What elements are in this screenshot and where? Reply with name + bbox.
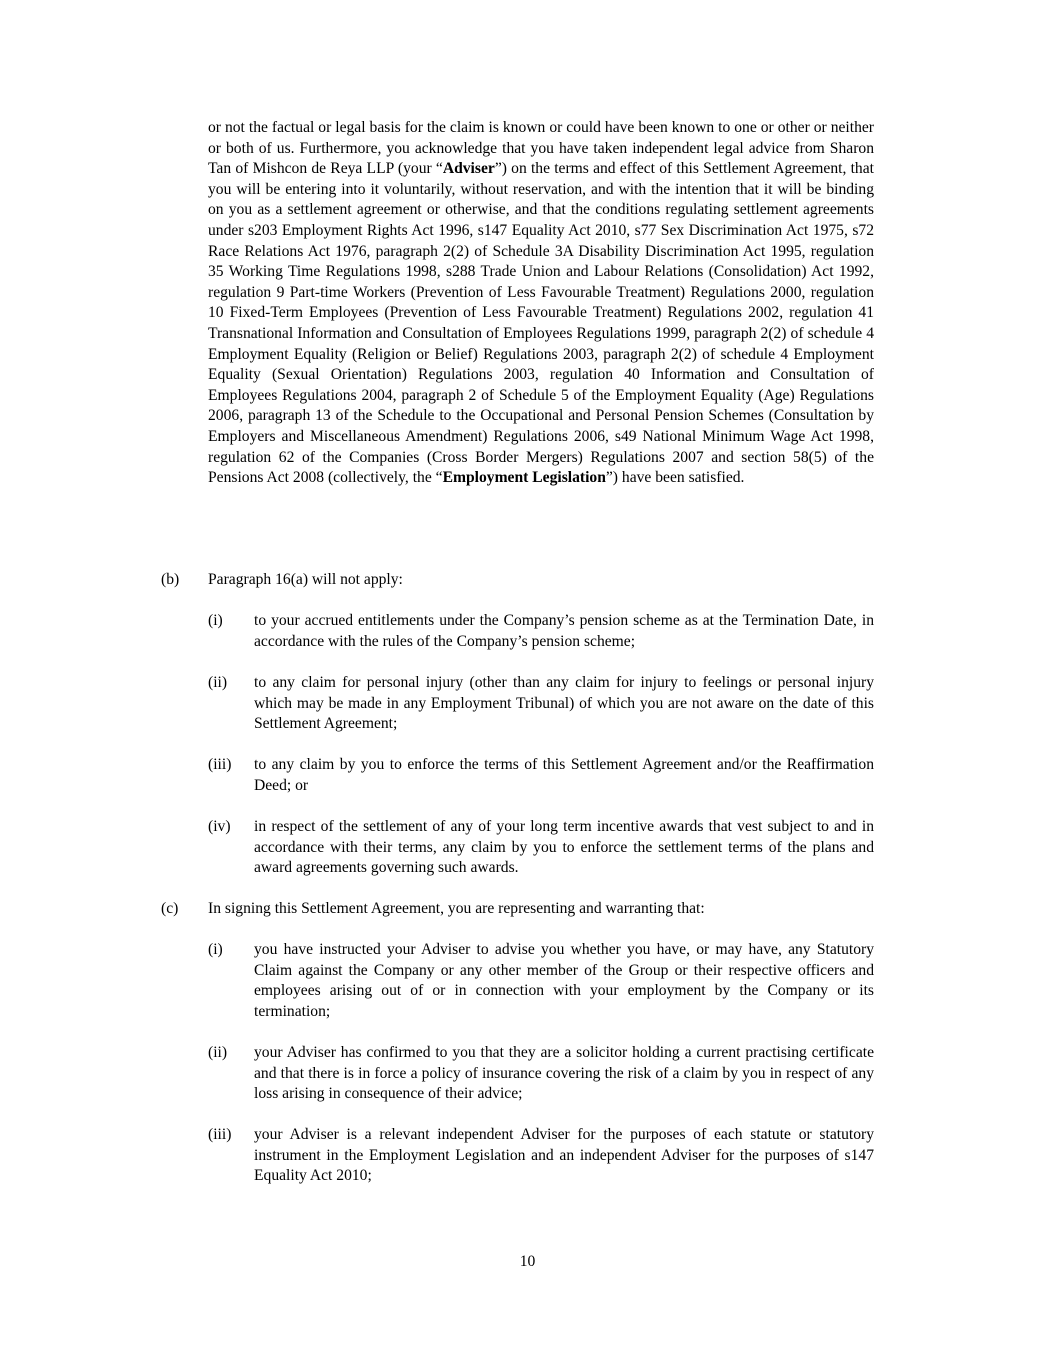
paragraph-a-text-2: ”) on the terms and effect of this Settlement Agreement, that you will be entering into it voluntarily, without reservation, and with the intention that it will be binding on you as a settlement agreement or otherwise, and that the conditions regulating settlement agreements under s203 Employment Rights Act 1996, s147 Equality Act 2010, s77 Sex Discrimination Act 1975, s72 Race Relations Act 1976, paragraph 2(2) of Schedule 3A Disability Discrimination Act 1995, regulation 35 Working Time Regulations 1998, s288 Trade Union and Labour Relations (Consolidation) Act 1992, regulation 9 Part-time Workers (Prevention of Less Favourable Treatment) Regulations 2000, regulation 10 Fixed-Term Employees (Prevention of Less Favourable Treatment) Regulations 2002, regulation 41 Transnational Information and Consultation of Employees Regulations 1999, paragraph 2(2) of schedule 4 Employment Equality (Religion or Belief) Regulations 2003, paragraph 2(2) of schedule 4 Employment Equality (Sexual Orientation) Regulations 2003, regulation 40 Information and Consultation of Employees Regulations 2004, paragraph 2 of Schedule 5 of the Employment Equality (Age) Regulations 2006, paragraph 13 of the Schedule to the Occupational and Personal Pension Schemes (Consultation by Employers and Miscellaneous Amendment) Regulations 2006, s49 National Minimum Wage Act 1998, regulation 62 of the Companies (Cross Border Mergers) Regulations 2007 and section 58(5) of the Pensions Act 2008 (collectively, the “ (208, 160, 874, 487)
paragraph-c-item-3-label: (iii) (208, 1126, 232, 1143)
page-number: 10 (519, 1253, 536, 1270)
paragraph-b-item-4-label: (iv) (208, 818, 231, 835)
paragraph-c-item-2-text: your Adviser has confirmed to you that they are a solicitor holding a current practising certificate and that there is in force a policy of insurance covering the risk of a claim by you in respect of any loss arising in consequence of their advice; (254, 1044, 874, 1103)
paragraph-a-continuation (208, 118, 874, 489)
paragraph-c-label: (c) (161, 900, 179, 917)
paragraph-c-intro: In signing this Settlement Agreement, you are representing and warranting that: (208, 900, 705, 917)
paragraph-a-text-1: or not the factual or legal basis for the claim is known or could have been known to one or other or neither or both of us. Furthermore, you acknowledge that you have taken independent legal advice from Sharon Tan of Mishcon de Reya LLP (your “ (208, 119, 874, 178)
defined-term-employment-legislation: Employment Legislation (442, 469, 606, 487)
paragraph-b-item-2-text: to any claim for personal injury (other than any claim for injury to feelings or personal injury which may be made in any Employment Tribunal) of which you are not aware on the date of this Settlement Agreement; (254, 674, 874, 733)
paragraph-c-item-1-text: you have instructed your Adviser to advise you whether you have, or may have, any Statutory Claim against the Company or any other member of the Group or their respective officers and employees arising out of or in connection with your employment by the Company or its termination; (254, 941, 874, 1020)
paragraph-c-item-3-text: your Adviser is a relevant independent Adviser for the purposes of each statute or statutory instrument in the Employment Legislation and an independent Adviser for the purposes of s147 Equality Act 2010; (254, 1126, 874, 1185)
paragraph-b-label: (b) (161, 571, 180, 588)
paragraph-b-item-1-label: (i) (208, 612, 223, 629)
paragraph-a-text-3: ”) have been satisfied. (605, 469, 745, 487)
paragraph-b-item-3-label: (iii) (208, 756, 232, 773)
paragraph-c-item-1-label: (i) (208, 941, 223, 958)
paragraph-c-item-2-label: (ii) (208, 1044, 228, 1061)
paragraph-b-intro: Paragraph 16(a) will not apply: (208, 571, 403, 588)
paragraph-b-item-2-label: (ii) (208, 674, 228, 691)
paragraph-b-item-4-text: in respect of the settlement of any of your long term incentive awards that vest subject to and in accordance with their terms, any claim by you to enforce the settlement terms of the plans and award agreements governing such awards. (254, 818, 874, 877)
defined-term-adviser: Adviser (442, 160, 495, 178)
paragraph-b-item-1-text: to your accrued entitlements under the Company’s pension scheme as at the Termination Date, in accordance with the rules of the Company’s pension scheme; (254, 612, 874, 650)
paragraph-b-item-3-text: to any claim by you to enforce the terms of this Settlement Agreement and/or the Reaffirmation Deed; or (254, 756, 874, 794)
